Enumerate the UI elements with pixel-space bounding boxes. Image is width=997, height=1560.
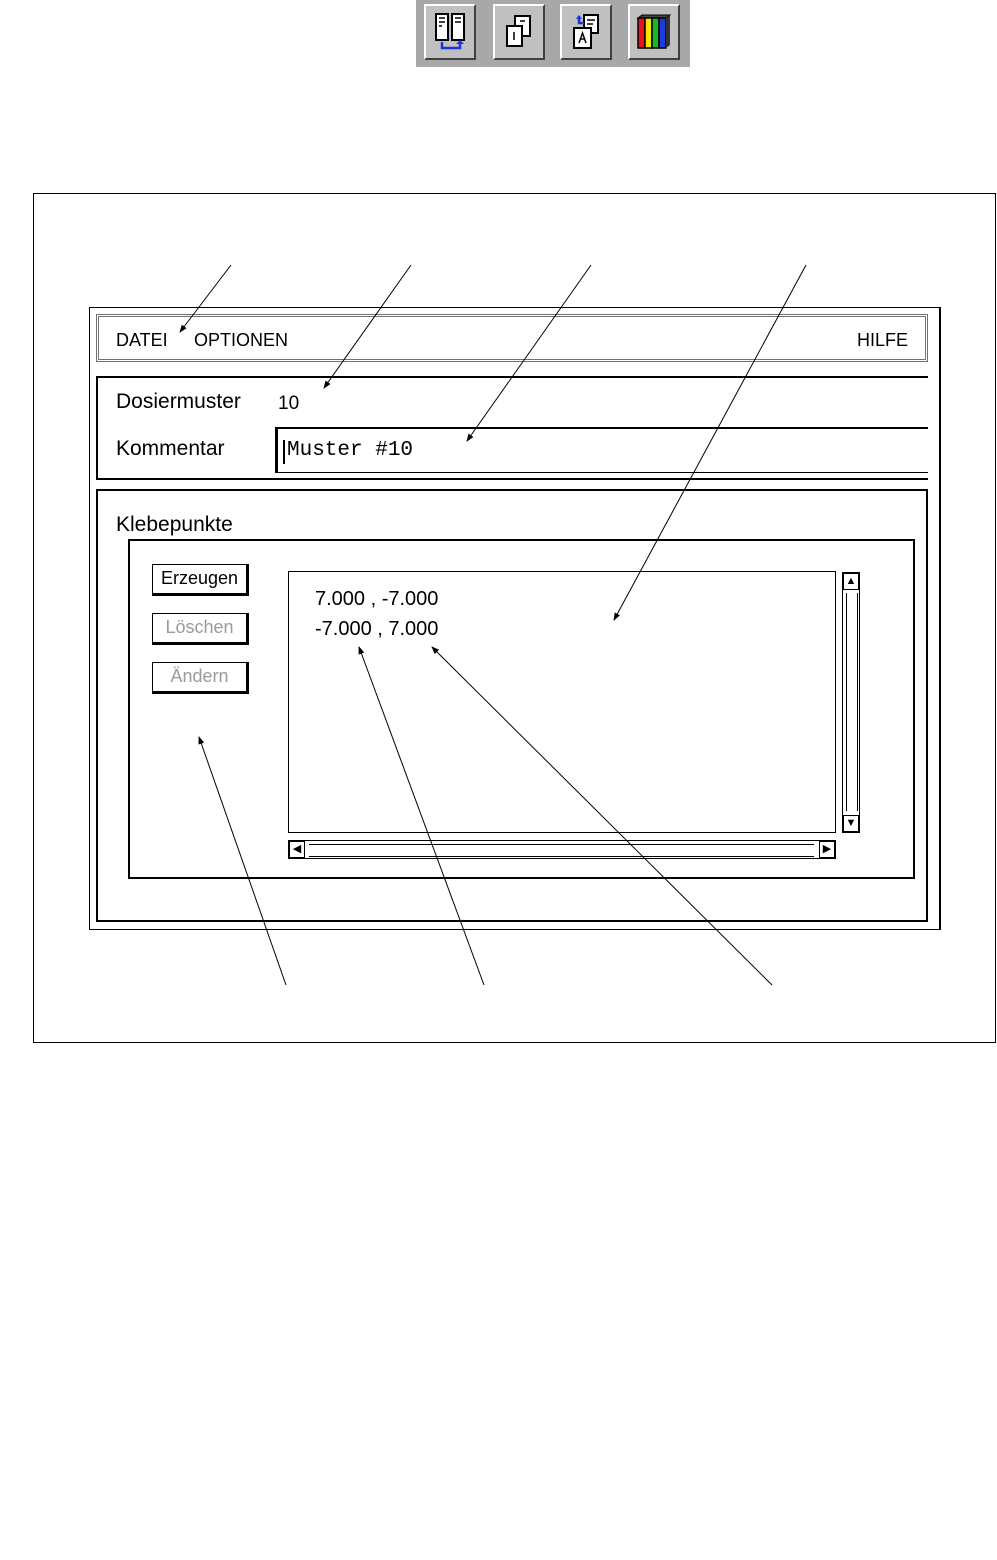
callout-line (614, 265, 806, 620)
menu-optionen[interactable]: OPTIONEN (194, 330, 289, 350)
scroll-up-icon[interactable]: ▲ (843, 573, 859, 590)
klebepunkte-label: Klebepunkte (116, 513, 233, 536)
menu-hilfe[interactable]: HILFE (856, 330, 908, 350)
scroll-right-icon[interactable]: ▶ (819, 841, 835, 858)
callout-line (359, 647, 484, 985)
callout-line (324, 265, 411, 388)
dosiermuster-value: 10 (278, 393, 300, 414)
create-button[interactable]: Erzeugen (152, 564, 249, 596)
list-item[interactable]: 7.000 , -7.000 (315, 588, 439, 610)
modify-button[interactable]: Ändern (152, 662, 249, 694)
scroll-down-icon[interactable]: ▼ (843, 815, 859, 832)
scroll-left-icon[interactable]: ◀ (289, 841, 305, 858)
callout-line (467, 265, 591, 441)
callout-line (180, 265, 231, 332)
dosiermuster-label: Dosiermuster (116, 390, 241, 413)
callout-line (432, 647, 772, 985)
callout-line (199, 737, 286, 985)
list-item[interactable]: -7.000 , 7.000 (315, 618, 439, 640)
menu-datei[interactable]: DATEI (116, 330, 168, 350)
delete-button[interactable]: Löschen (152, 613, 249, 645)
kommentar-label: Kommentar (116, 437, 225, 460)
comment-input[interactable]: Muster #10 (275, 427, 928, 473)
